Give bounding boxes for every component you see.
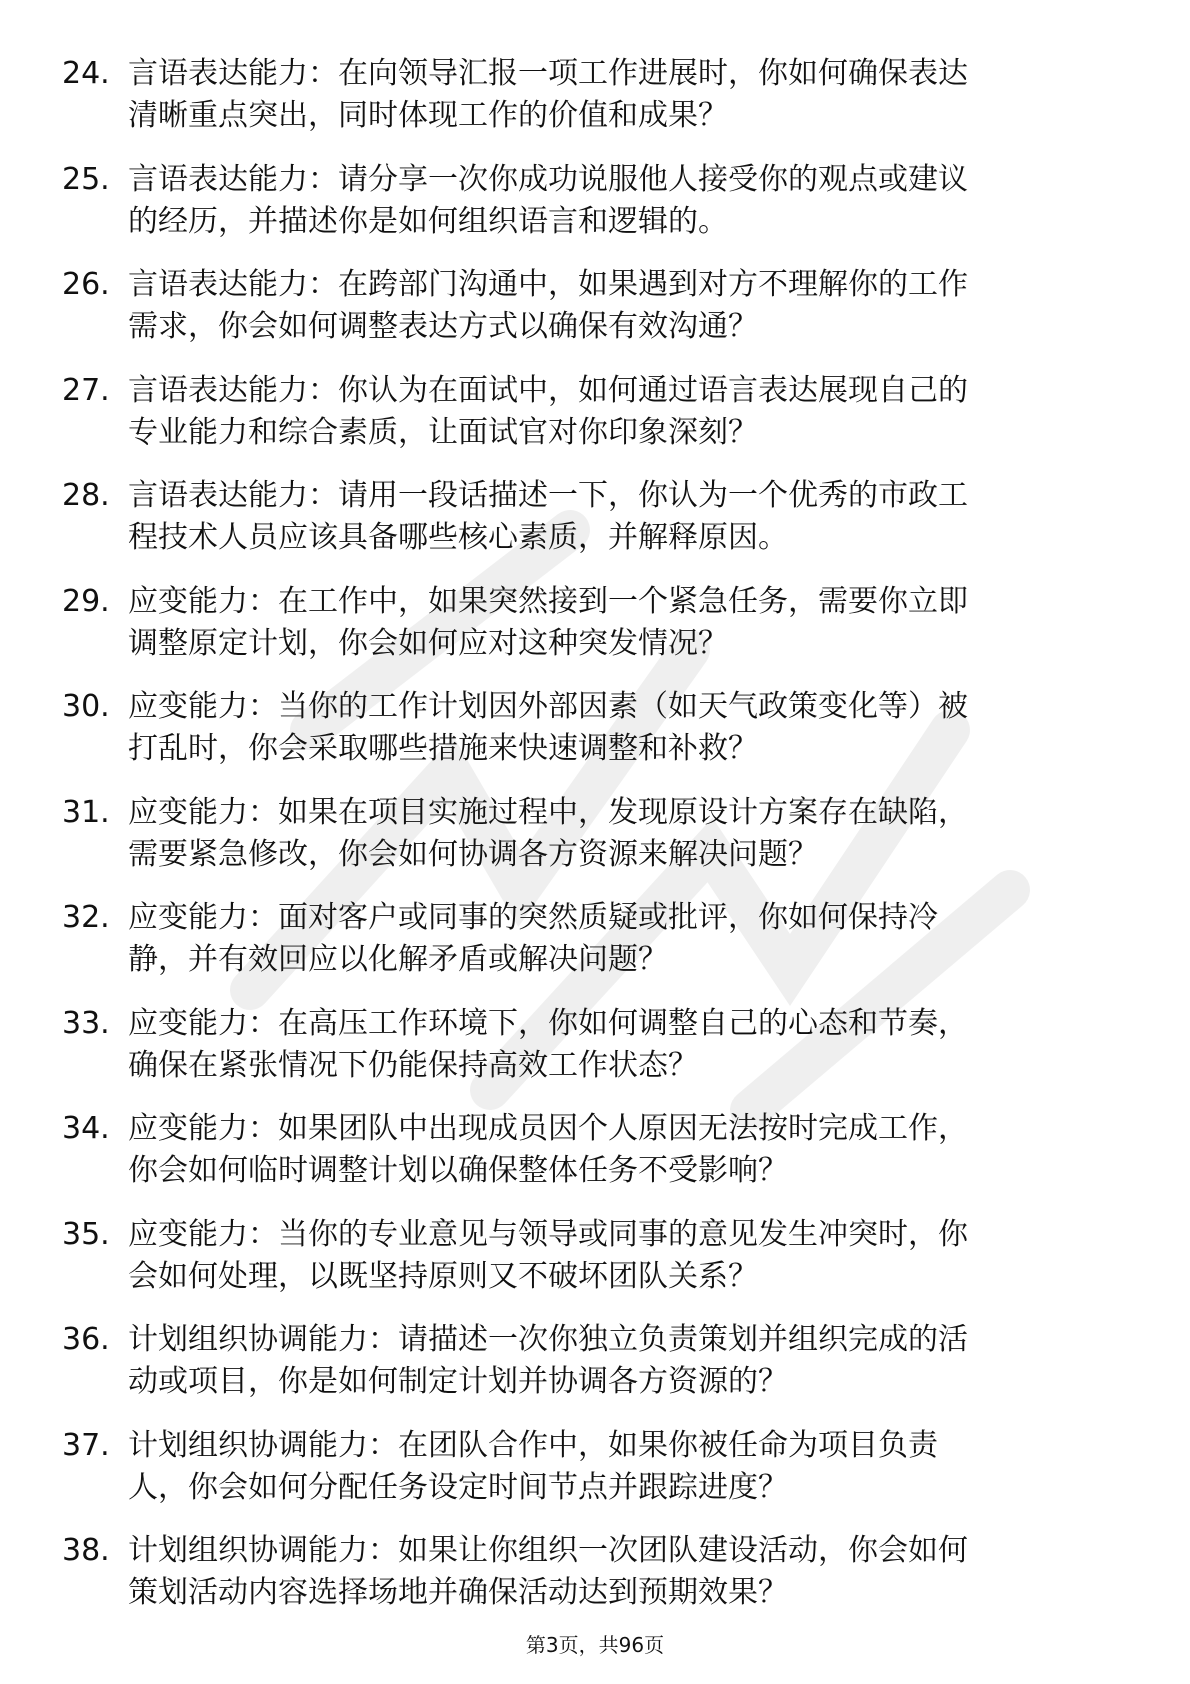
question-text-line-1: 言语表达能力：在跨部门沟通中，如果遇到对方不理解你的工作 <box>128 267 968 302</box>
question-number: 31. <box>62 794 110 830</box>
question-number: 29. <box>62 583 110 619</box>
question-item-36 <box>62 1318 1122 1424</box>
question-number: 32. <box>62 900 110 935</box>
question-text-line-2: 需求，你会如何调整表达方式以确保有效沟通？ <box>128 309 758 344</box>
question-number: 26. <box>62 267 110 302</box>
question-item-28 <box>62 474 1122 580</box>
question-text-line-1: 计划组织协调能力：请描述一次你独立负责策划并组织完成的活 <box>128 1322 968 1357</box>
question-text-line-1: 言语表达能力：请用一段话描述一下，你认为一个优秀的市政工 <box>128 478 968 513</box>
question-text-line-2: 程技术人员应该具备哪些核心素质，并解释原因。 <box>128 520 788 555</box>
question-list <box>62 52 1122 1635</box>
question-text-line-1: 应变能力：在高压工作环境下，你如何调整自己的心态和节奏， <box>128 1005 968 1041</box>
question-text-line-1: 言语表达能力：请分享一次你成功说服他人接受你的观点或建议 <box>128 161 968 197</box>
question-item-34 <box>62 1107 1122 1213</box>
question-item-38 <box>62 1529 1122 1635</box>
question-text-line-2: 专业能力和综合素质，让面试官对你印象深刻？ <box>128 414 758 450</box>
question-item-26 <box>62 263 1122 369</box>
page-number-footer: 第3页，共96页 <box>525 1633 665 1657</box>
question-text-line-1: 应变能力：如果团队中出现成员因个人原因无法按时完成工作， <box>128 1111 968 1146</box>
question-text-line-1: 计划组织协调能力：如果让你组织一次团队建设活动，你会如何 <box>128 1533 968 1568</box>
question-text-line-2: 调整原定计划，你会如何应对这种突发情况？ <box>128 625 728 661</box>
question-number: 37. <box>62 1427 110 1463</box>
question-item-31 <box>62 791 1122 897</box>
question-number: 38. <box>62 1533 110 1568</box>
question-item-30 <box>62 685 1122 791</box>
question-item-33 <box>62 1002 1122 1108</box>
question-number: 27. <box>62 372 110 408</box>
question-text-line-1: 应变能力：当你的工作计划因外部因素（如天气政策变化等）被 <box>128 689 968 724</box>
question-text-line-2: 策划活动内容选择场地并确保活动达到预期效果？ <box>128 1575 788 1610</box>
question-text-line-2: 打乱时，你会采取哪些措施来快速调整和补救？ <box>128 731 758 766</box>
question-text-line-1: 应变能力：面对客户或同事的突然质疑或批评，你如何保持冷 <box>128 900 938 935</box>
question-item-25 <box>62 158 1122 264</box>
question-number: 30. <box>62 689 110 724</box>
question-item-29 <box>62 580 1122 686</box>
question-number: 36. <box>62 1322 110 1357</box>
question-text-line-2: 的经历，并描述你是如何组织语言和逻辑的。 <box>128 203 728 239</box>
question-item-37 <box>62 1424 1122 1530</box>
question-number: 35. <box>62 1216 110 1252</box>
question-item-27 <box>62 369 1122 475</box>
question-text-line-2: 人，你会如何分配任务设定时间节点并跟踪进度？ <box>128 1469 788 1505</box>
question-text-line-1: 应变能力：当你的专业意见与领导或同事的意见发生冲突时，你 <box>128 1216 968 1252</box>
question-number: 25. <box>62 161 110 197</box>
question-text-line-1: 计划组织协调能力：在团队合作中，如果你被任命为项目负责 <box>128 1427 938 1463</box>
question-text-line-2: 确保在紧张情况下仍能保持高效工作状态？ <box>128 1047 698 1083</box>
question-text-line-2: 静，并有效回应以化解矛盾或解决问题？ <box>128 942 668 977</box>
question-text-line-2: 需要紧急修改，你会如何协调各方资源来解决问题？ <box>128 836 818 872</box>
question-text-line-2: 清晰重点突出，同时体现工作的价值和成果？ <box>128 98 728 133</box>
question-number: 28. <box>62 478 110 513</box>
question-text-line-1: 言语表达能力：在向领导汇报一项工作进展时，你如何确保表达 <box>128 56 968 91</box>
question-text-line-1: 应变能力：如果在项目实施过程中，发现原设计方案存在缺陷， <box>128 794 968 830</box>
question-number: 33. <box>62 1005 110 1041</box>
question-text-line-2: 你会如何临时调整计划以确保整体任务不受影响？ <box>128 1153 788 1188</box>
question-item-35 <box>62 1213 1122 1319</box>
question-number: 24. <box>62 56 110 91</box>
question-text-line-1: 言语表达能力：你认为在面试中，如何通过语言表达展现自己的 <box>128 372 968 408</box>
question-text-line-2: 动或项目，你是如何制定计划并协调各方资源的？ <box>128 1364 788 1399</box>
question-number: 34. <box>62 1111 110 1146</box>
question-item-24 <box>62 52 1122 158</box>
question-text-line-2: 会如何处理，以既坚持原则又不破坏团队关系？ <box>128 1258 758 1294</box>
question-item-32 <box>62 896 1122 1002</box>
question-text-line-1: 应变能力：在工作中，如果突然接到一个紧急任务，需要你立即 <box>128 583 968 619</box>
